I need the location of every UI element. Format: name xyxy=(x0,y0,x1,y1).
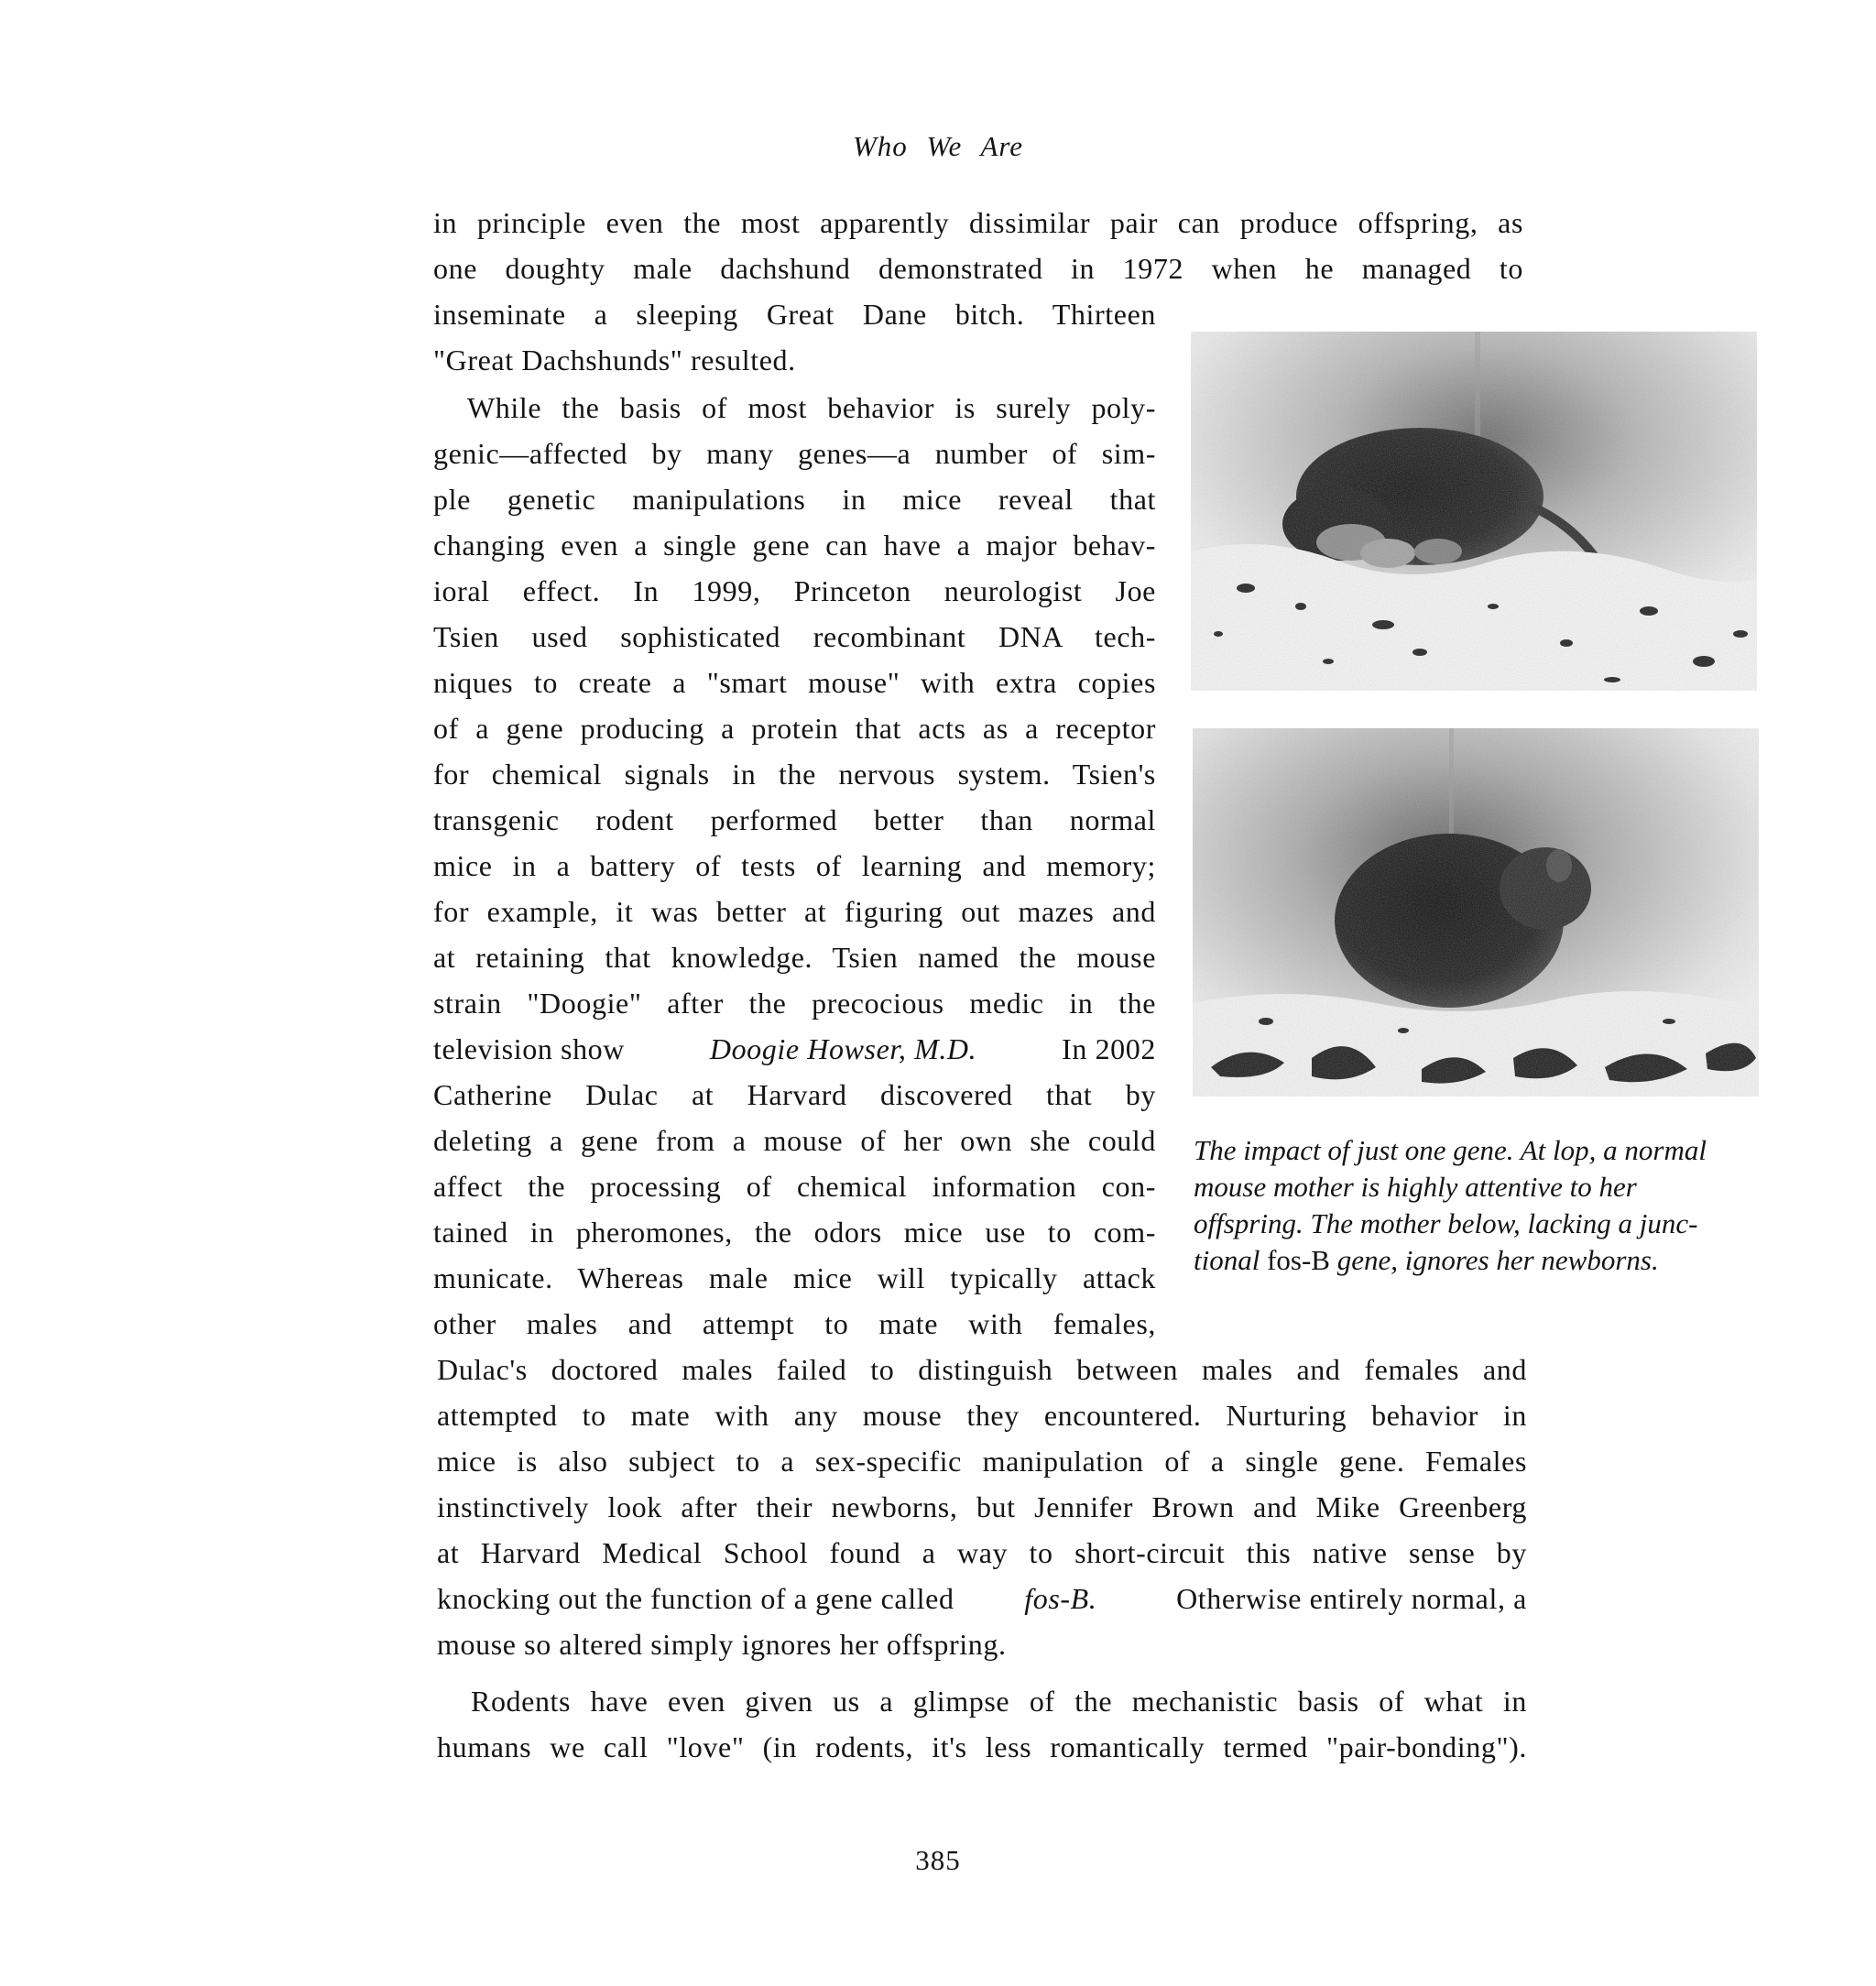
body-line: Catherine Dulac at Harvard discovered that by xyxy=(433,1078,1156,1111)
page-number: 385 xyxy=(915,1844,961,1876)
body-line: one doughty male dachshund demonstrated in 1972 when he managed to xyxy=(433,252,1523,285)
body-line: of a gene producing a protein that acts as a receptor xyxy=(433,712,1156,745)
text-run: tional xyxy=(1194,1244,1260,1276)
text-run: knocking out the function of a gene called xyxy=(437,1582,954,1615)
body-line: mouse so altered simply ignores her offspring. xyxy=(437,1628,1007,1661)
body-line: instinctively look after their newborns, but Jennifer Brown and Mike Greenberg xyxy=(437,1490,1527,1523)
body-line: mice is also subject to a sex-specific manipulation of a single gene. Females xyxy=(437,1445,1527,1478)
body-line: Dulac's doctored males failed to distinguish between males and females and xyxy=(437,1353,1527,1386)
show-title: Doogie Howser, M.D. xyxy=(709,1032,977,1065)
body-line xyxy=(433,1026,1156,1072)
body-line: affect the processing of chemical information con- xyxy=(433,1170,1156,1203)
body-line: for example, it was better at figuring out mazes and xyxy=(433,895,1156,928)
text-run: Otherwise entirely normal, a xyxy=(1176,1582,1527,1615)
caption-line xyxy=(1194,1242,1752,1279)
body-line: tained in pheromones, the odors mice use to com- xyxy=(433,1216,1156,1249)
body-line: at Harvard Medical School found a way to short-circuit this native sense by xyxy=(437,1536,1527,1569)
caption-line: mouse mother is highly attentive to her xyxy=(1194,1171,1637,1203)
figure-caption xyxy=(1194,1132,1752,1279)
body-line: ioral effect. In 1999, Princeton neurologist Joe xyxy=(433,574,1156,607)
photo-fosb-mouse-mother xyxy=(1193,728,1759,1097)
text-run: television show xyxy=(433,1032,625,1065)
body-line: Rodents have even given us a glimpse of the mechanistic basis of what in xyxy=(471,1685,1527,1718)
body-line: niques to create a "smart mouse" with extra copies xyxy=(433,666,1156,699)
body-line: at retaining that knowledge. Tsien named the mouse xyxy=(433,941,1156,974)
body-line: Tsien used sophisticated recombinant DNA tech- xyxy=(433,620,1156,653)
body-line: strain "Doogie" after the precocious medic in the xyxy=(433,987,1156,1020)
body-line: genic—affected by many genes—a number of sim- xyxy=(433,437,1156,470)
caption-line: offspring. The mother below, lacking a junc- xyxy=(1194,1207,1698,1239)
gene-name: fos-B. xyxy=(1024,1582,1097,1615)
body-line: attempted to mate with any mouse they encountered. Nurturing behavior in xyxy=(437,1399,1527,1432)
text-run: In 2002 xyxy=(1062,1032,1156,1065)
text-run: gene, ignores her newborns. xyxy=(1336,1244,1659,1276)
body-line: in principle even the most apparently dissimilar pair can produce offspring, as xyxy=(433,206,1523,239)
body-line: other males and attempt to mate with females, xyxy=(433,1307,1156,1340)
body-line: While the basis of most behavior is surely poly- xyxy=(467,391,1156,424)
body-line: for chemical signals in the nervous system. Tsien's xyxy=(433,758,1156,791)
body-line: inseminate a sleeping Great Dane bitch. Thirteen xyxy=(433,298,1156,331)
body-line: "Great Dachshunds" resulted. xyxy=(433,344,796,376)
photo-normal-mouse-mother xyxy=(1191,332,1757,691)
body-line: mice in a battery of tests of learning and memory; xyxy=(433,849,1156,882)
gene-name: fos-B xyxy=(1267,1244,1330,1276)
body-line: transgenic rodent performed better than normal xyxy=(433,803,1156,836)
body-line: humans we call "love" (in rodents, it's less romantically termed "pair-bonding"). xyxy=(437,1730,1527,1763)
body-line: deleting a gene from a mouse of her own she could xyxy=(433,1124,1156,1157)
body-line: ple genetic manipulations in mice reveal that xyxy=(433,483,1156,516)
body-line: municate. Whereas male mice will typically attack xyxy=(433,1261,1156,1294)
body-line xyxy=(437,1576,1527,1621)
caption-line: The impact of just one gene. At lop, a normal xyxy=(1194,1134,1707,1166)
body-line: changing even a single gene can have a major behav- xyxy=(433,529,1156,562)
running-head: Who We Are xyxy=(852,130,1024,162)
